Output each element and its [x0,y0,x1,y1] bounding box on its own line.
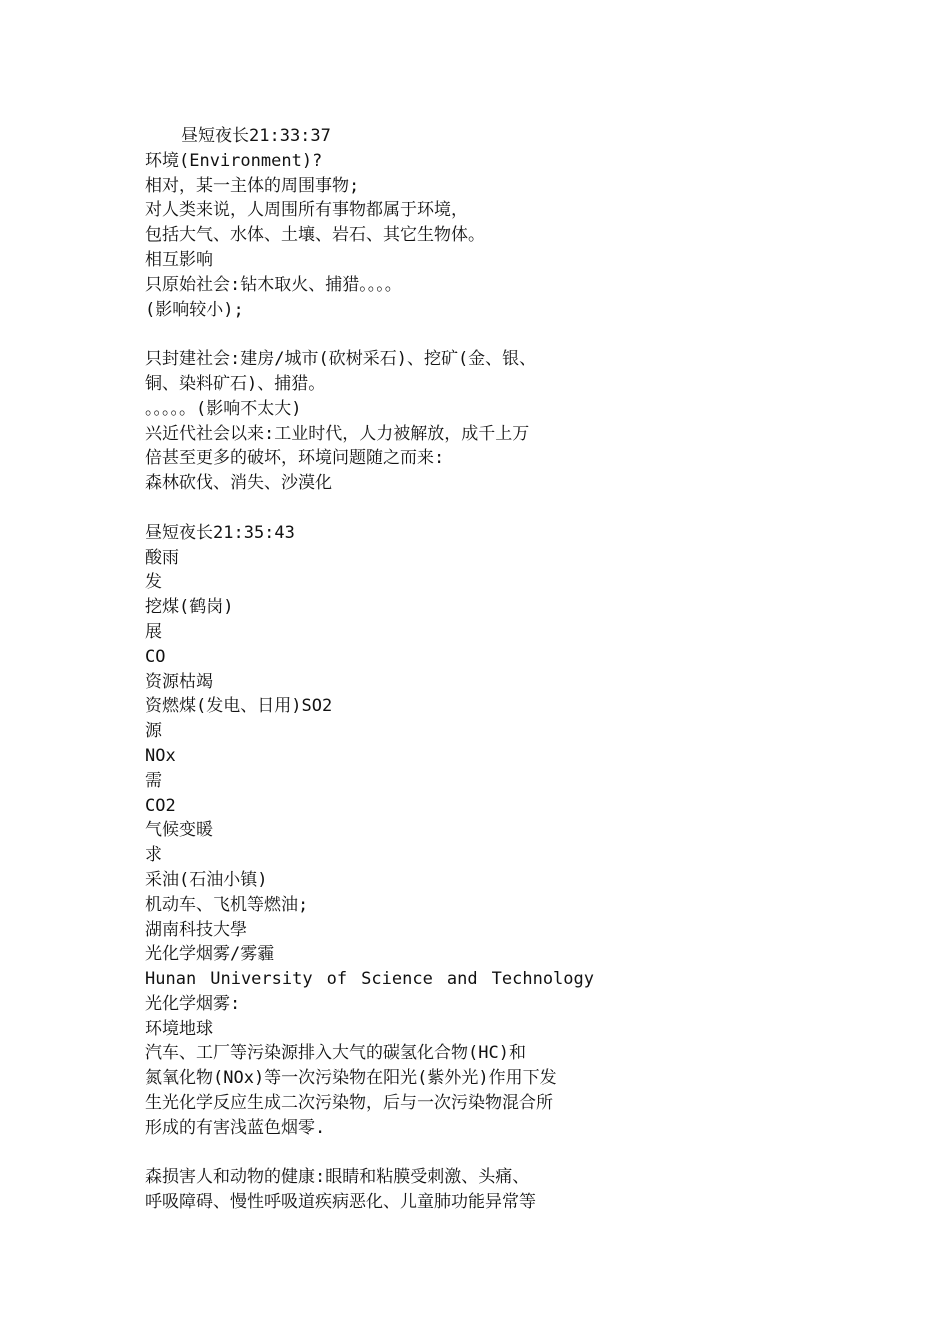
text-line: 机动车、飞机等燃油; [145,894,309,915]
text-line: 森林砍伐、消失、沙漠化 [145,473,332,494]
text-line: CO [145,646,166,667]
text-line: 求 [145,845,162,866]
text-line: 源 [145,721,162,742]
university-word: Science [361,969,433,990]
text-line: 森损害人和动物的健康:眼睛和粘膜受刺激、头痛、 [145,1167,530,1188]
university-word: and [446,969,478,990]
university-word: Hunan [145,969,197,990]
text-line: NOx [145,745,176,766]
timestamp-heading: 昼短夜长21:33:37 [181,126,331,146]
text-line: 光化学烟雾: [145,993,241,1014]
timestamp-heading: 昼短夜长21:35:43 [145,522,295,543]
university-name-chinese: 湖南科技大學 [145,919,247,940]
text-line: (影响较小); [145,299,244,320]
document-body [145,124,905,1215]
text-line: 对人类来说，人周围所有事物都属于环境， [145,200,468,221]
text-line: 需 [145,770,162,791]
text-line: 只原始社会:钻木取火、捕猎。。。。 [145,274,402,295]
text-line: 铜、染料矿石)、捕猎。 [145,373,326,394]
text-line: 环境地球 [145,1018,213,1039]
text-line: 汽车、工厂等污染源排入大气的碳氢化合物(HC)和 [145,1043,526,1064]
text-line: 氮氧化物(NOx)等一次污染物在阳光(紫外光)作用下发 [145,1068,557,1089]
university-word: of [326,969,348,990]
text-line: 只封建社会:建房/城市(砍树采石)、挖矿(金、银、 [145,349,537,370]
university-word: Technology [491,969,594,990]
text-line: 酸雨 [145,547,179,568]
blank-line [145,322,905,347]
text-line: 兴近代社会以来:工业时代，人力被解放，成千上万 [145,423,530,444]
text-line: 形成的有害浅蓝色烟零. [145,1117,326,1138]
text-line: 发 [145,572,162,593]
text-line: 资燃煤(发电、日用)SO2 [145,696,333,717]
text-line: 展 [145,621,162,642]
text-line: 挖煤(鹤岗) [145,597,234,618]
text-line: 。。。。。(影响不太大) [145,398,302,419]
blank-line [145,496,905,521]
text-line: 气候变暖 [145,820,213,841]
text-line: 倍甚至更多的破坏，环境问题随之而来: [145,448,445,469]
text-line: 相互影响 [145,249,213,270]
text-line: 呼吸障碍、慢性呼吸道疾病恶化、儿童肺功能异常等 [145,1192,536,1213]
text-line: CO2 [145,795,176,816]
text-line: 资源枯竭 [145,671,213,692]
text-line: 生光化学反应生成二次污染物，后与一次污染物混合所 [145,1093,553,1114]
text-line: 光化学烟雾/雾霾 [145,944,275,965]
text-line: 环境(Environment)? [145,150,323,171]
university-name-english [145,967,594,992]
blank-line [145,1141,905,1166]
text-line: 相对，某一主体的周围事物; [145,175,360,196]
text-line: 采油(石油小镇) [145,869,268,890]
university-word: University [210,969,313,990]
text-line: 包括大气、水体、土壤、岩石、其它生物体。 [145,225,485,246]
